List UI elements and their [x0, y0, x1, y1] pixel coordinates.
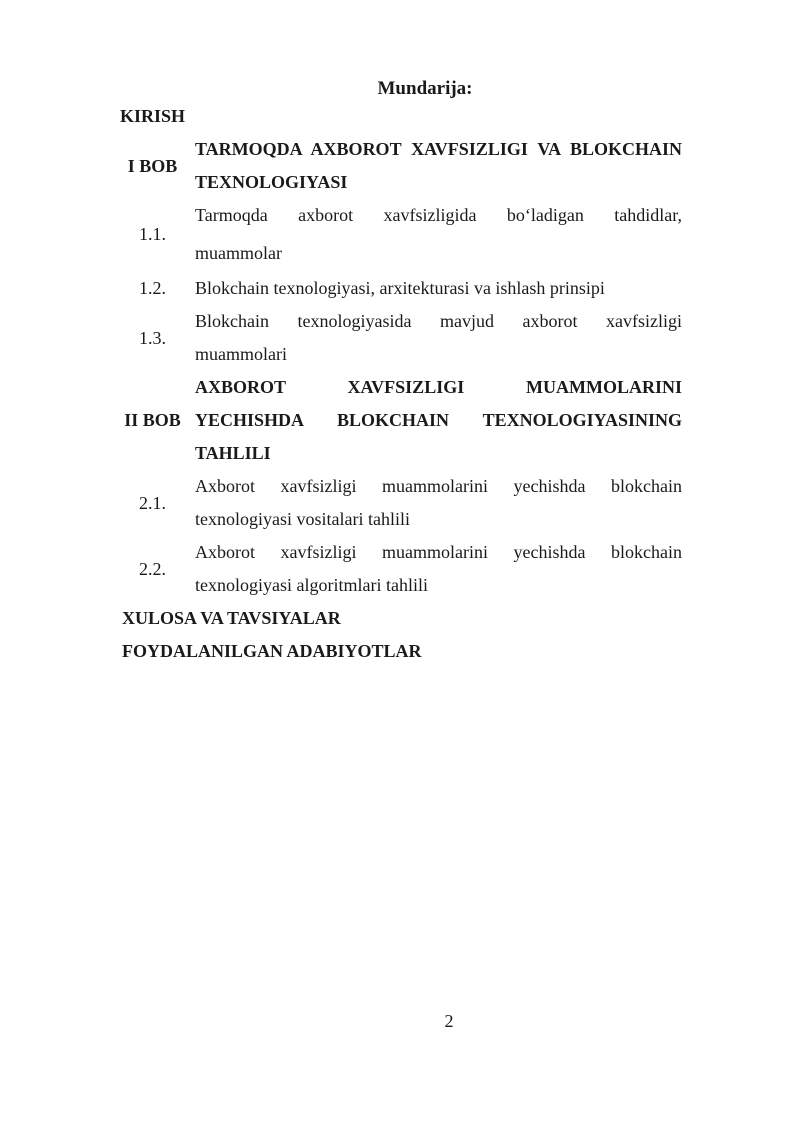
toc-row-adabiyotlar: FOYDALANILGAN ADABIYOTLAR [122, 641, 422, 661]
toc-content-1-2 [195, 272, 682, 305]
toc-content-chapter-2 [195, 371, 682, 470]
toc-row-xulosa: XULOSA VA TAVSIYALAR [122, 608, 341, 628]
toc-row-2-1 [120, 470, 682, 536]
toc-entry-line: Axborot xavfsizligi muammolarini yechishda blokchain [195, 542, 682, 562]
toc-label-chapter-2: II BOB [124, 410, 181, 430]
toc-entry-line: texnologiyasi vositalari tahlili [195, 509, 410, 529]
toc-entry-line: Tarmoqda axborot xavfsizligida bo‘ladigan tahdidlar, [195, 205, 682, 225]
toc-entry-line: TAHLILI [195, 443, 271, 463]
toc-row-1-2 [120, 272, 682, 305]
toc-label-1-2: 1.2. [139, 278, 166, 298]
toc-label-2-1: 2.1. [139, 492, 166, 513]
toc-row-chapter-1 [120, 133, 682, 199]
toc-label-2-2: 2.2. [139, 558, 166, 579]
toc-content-1-1 [195, 199, 682, 270]
toc-entry-line: TEXNOLOGIYASI [195, 172, 348, 192]
toc-row-1-3 [120, 305, 682, 371]
toc-content-2-1 [195, 470, 682, 536]
toc-label-1-3: 1.3. [139, 327, 166, 348]
page-number: 2 [444, 1011, 454, 1031]
page-title: Mundarija: [377, 78, 473, 99]
toc-label-chapter-1: I BOB [127, 155, 178, 176]
toc-entry-line: YECHISHDA BLOKCHAIN TEXNOLOGIYASINING [195, 410, 682, 430]
toc-content-chapter-1 [195, 133, 682, 199]
toc-entry-line: Blokchain texnologiyasida mavjud axborot xavfsizligi [195, 311, 682, 331]
toc-content-1-3 [195, 305, 682, 371]
toc-entry-line: texnologiyasi algoritmlari tahlili [195, 575, 428, 595]
table-of-contents [120, 100, 682, 668]
toc-row-chapter-2 [120, 371, 682, 470]
toc-entry-line: AXBOROT XAVFSIZLIGI MUAMMOLARINI [195, 377, 682, 397]
toc-row-1-1 [120, 199, 682, 270]
toc-entry-line: TARMOQDA AXBOROT XAVFSIZLIGI VA BLOKCHAIN [195, 139, 682, 159]
toc-entry-line: Blokchain texnologiyasi, arxitekturasi va ishlash prinsipi [195, 278, 605, 298]
toc-label-kirish: KIRISH [120, 106, 186, 126]
toc-row-2-2 [120, 536, 682, 602]
toc-entry-line: muammolari [195, 344, 287, 364]
toc-content-2-2 [195, 536, 682, 602]
toc-entry-line: Axborot xavfsizligi muammolarini yechishda blokchain [195, 476, 682, 496]
toc-label-1-1: 1.1. [139, 224, 166, 244]
toc-entry-line: muammolar [195, 243, 282, 263]
